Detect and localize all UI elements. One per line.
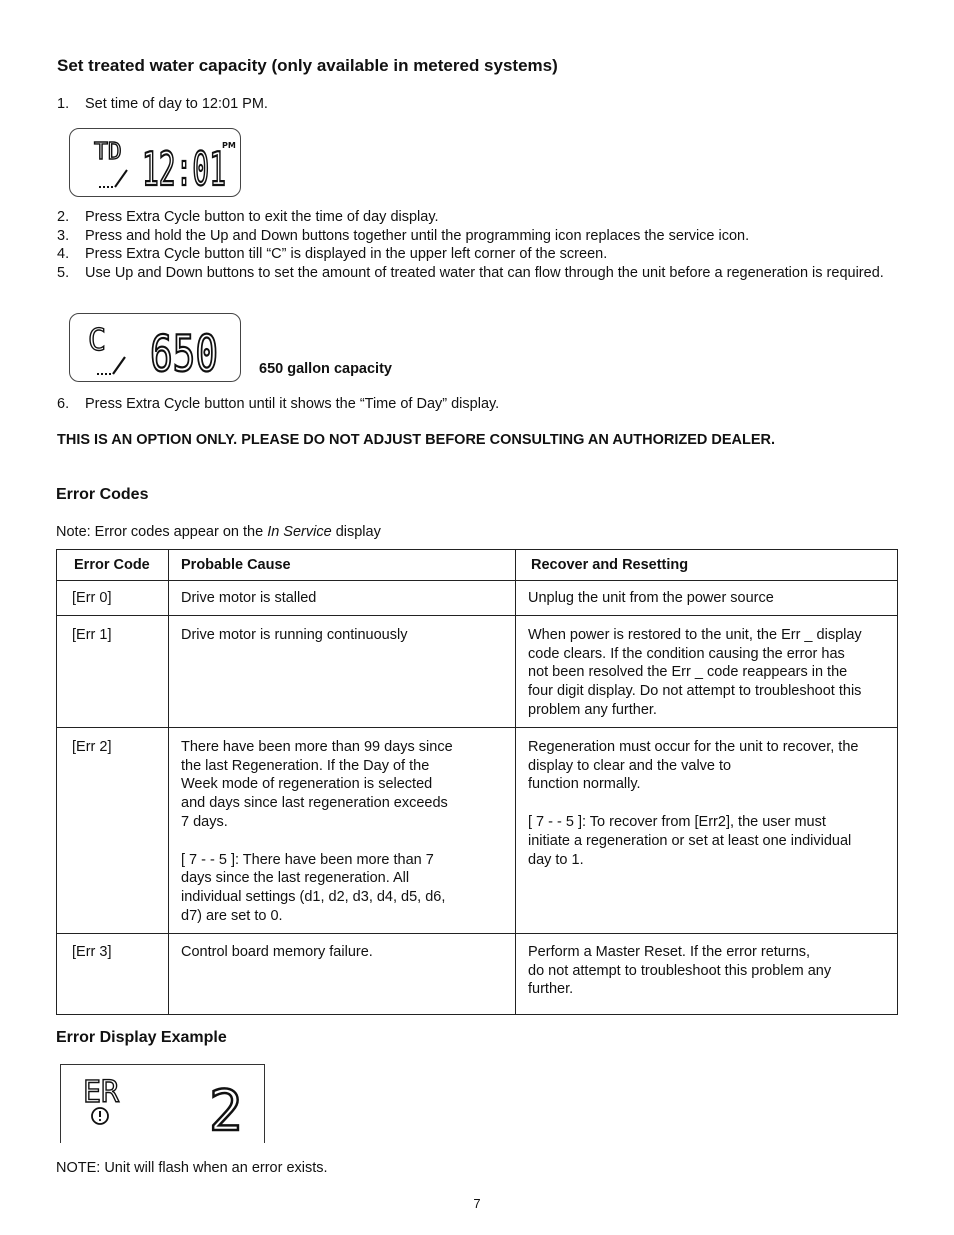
section-title: Set treated water capacity (only available in metered systems): [57, 56, 558, 75]
step-1: [57, 95, 917, 115]
cause-cell: Drive motor is stalled: [169, 581, 516, 616]
lcd-time-of-day-graphic: [70, 129, 240, 196]
lcd-label: C: [88, 323, 107, 358]
step-text: Set time of day to 12:01 PM.: [85, 96, 268, 112]
error-codes-note: [56, 524, 381, 540]
error-codes-table: [56, 549, 898, 1015]
step-text: Press Extra Cycle button till “C” is displayed in the upper left corner of the screen.: [85, 246, 608, 262]
step-text: Press and hold the Up and Down buttons together until the programming icon replaces the service icon.: [85, 228, 750, 244]
table-row: [57, 933, 898, 1014]
step-number: 4.: [57, 246, 70, 262]
lcd-time-of-day: [69, 128, 241, 197]
lcd-ampm: PM: [222, 141, 236, 150]
error-note: NOTE: Unit will flash when an error exists.: [56, 1160, 328, 1176]
recover-cell: Perform a Master Reset. If the error returns, do not attempt to troubleshoot this problem any further.: [516, 933, 898, 1014]
step-4: [57, 245, 917, 264]
note-suffix: display: [331, 524, 381, 540]
table-row: [57, 727, 898, 933]
recover-cell: Unplug the unit from the power source: [516, 581, 898, 616]
service-icon: [99, 170, 127, 187]
error-code-cell: [Err 0]: [57, 581, 169, 616]
step-5: [57, 264, 917, 304]
step-number: 2.: [57, 209, 70, 225]
cause-cell: There have been more than 99 days since the last Regeneration. If the Day of the Week mode of regeneration is selected and days since last regeneration exceeds 7 days. [ 7 - - 5 ]: There have been more than 7 days since the last regeneration. All individual settings (d1, d2, d3, d4, d5, d6, d7) are set to 0.: [169, 727, 516, 933]
lcd-value: 650: [150, 325, 218, 381]
step-text: Use Up and Down buttons to set the amount of treated water that can flow through the unit before a regeneration is required.: [85, 265, 884, 281]
lcd-capacity: [69, 313, 241, 382]
step-number: 1.: [57, 96, 70, 112]
table-header-row: [57, 550, 898, 581]
note-prefix: Note: Error codes appear on the: [56, 524, 268, 540]
step-6: [57, 395, 917, 414]
lcd-capacity-graphic: [70, 314, 240, 381]
column-header: Error Code: [57, 550, 169, 581]
recover-cell: When power is restored to the unit, the Err _ display code clears. If the condition causing the error has not been resolved the Err _ code reappears in the four digit display. Do not attempt to troubleshoot this problem any further.: [516, 615, 898, 727]
error-code-cell: [Err 2]: [57, 727, 169, 933]
cause-cell: Drive motor is running continuously: [169, 615, 516, 727]
error-codes-heading: Error Codes: [56, 486, 149, 503]
step-number: 5.: [57, 265, 70, 281]
lcd-value: 2: [209, 1079, 243, 1143]
step-2: [57, 208, 917, 227]
page-number: 7: [473, 1196, 481, 1211]
lcd-capacity-caption: 650 gallon capacity: [259, 361, 392, 377]
step-3: [57, 227, 917, 246]
table-row: [57, 581, 898, 616]
step-number: 6.: [57, 396, 70, 412]
note-italic: In Service: [267, 524, 332, 540]
step-text: Press Extra Cycle button until it shows the “Time of Day” display.: [85, 396, 500, 412]
cause-cell: Control board memory failure.: [169, 933, 516, 1014]
lcd-value: 12:01: [142, 142, 226, 196]
lcd-label: ER: [83, 1075, 120, 1110]
column-header: Probable Cause: [169, 550, 516, 581]
lcd-label: TD: [94, 139, 122, 165]
error-code-cell: [Err 3]: [57, 933, 169, 1014]
recover-cell: Regeneration must occur for the unit to recover, the display to clear and the valve to function normally. [ 7 - - 5 ]: To recover from [Err2], the user must initiate a regeneration or set at least one individual day to 1.: [516, 727, 898, 933]
step-text: Press Extra Cycle button to exit the time of day display.: [85, 209, 439, 225]
lcd-error-graphic: [61, 1065, 264, 1143]
warning-text: THIS IS AN OPTION ONLY. PLEASE DO NOT ADJUST BEFORE CONSULTING AN AUTHORIZED DEALER.: [57, 432, 776, 448]
lcd-error-display: [60, 1064, 265, 1143]
step-number: 3.: [57, 228, 70, 244]
column-header: Recover and Resetting: [516, 550, 898, 581]
table-row: [57, 615, 898, 727]
error-code-cell: [Err 1]: [57, 615, 169, 727]
programming-icon: [97, 357, 125, 374]
alert-icon: [92, 1108, 108, 1124]
error-display-heading: Error Display Example: [56, 1029, 227, 1046]
